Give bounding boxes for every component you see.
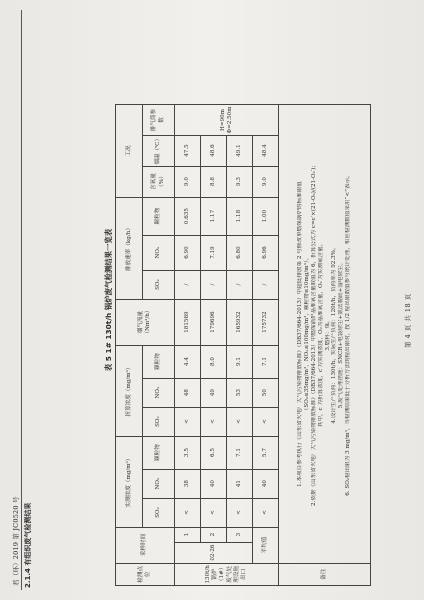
cell-flow: 179696 [201, 299, 227, 345]
header-time: 采样时间 [116, 527, 175, 563]
cell-c-pm: 9.1 [227, 345, 253, 378]
table-caption: 表 5 1# 130t/h 锅炉废气检测结果一览表 [104, 228, 113, 372]
section-title: 2.1.4 有组织废气检测结果 [24, 502, 32, 588]
sample-date: 02-26 [175, 542, 253, 563]
cell-temp: 47.5 [175, 135, 201, 166]
point-label: 130t/h锅炉（1#）废气处理设施出口 [175, 563, 279, 585]
header-condition: 工况 [116, 105, 143, 197]
cell-m-nox: 40 [253, 469, 279, 498]
cell-m-pm: 6.5 [201, 436, 227, 469]
cell-c-so2: < [175, 407, 201, 436]
stack-height: H=90m [219, 109, 226, 131]
notes-text [279, 105, 371, 563]
cell-c-nox: 49 [201, 378, 227, 407]
cell-flow: 175732 [253, 299, 279, 345]
table-row [201, 105, 227, 586]
header-m-nox: NOₓ [143, 469, 175, 498]
cell-c-so2: < [253, 407, 279, 436]
note-line: （SO₂≤35mg/m³，NOₓ≤100mg/m³，颗粒物≤10mg/m³）。 [303, 254, 310, 414]
cell-o2: 9.0 [253, 166, 279, 197]
cell-m-nox: 40 [201, 469, 227, 498]
header-param: 排气筒参数 [143, 105, 175, 135]
page-info: 第 4 页 共 18 页 [404, 293, 412, 348]
note-line: 2.依据《山东省火电厂大气污染物排放标准》（DB37/664-2013）中燃煤锅炉基准氧含量取值为 6，折算公式为 c=c′×(21-O₂)/(21-O₂′)； [310, 162, 317, 506]
cell-o2: 9.3 [227, 166, 253, 197]
header-c-so2: SO₂ [143, 407, 175, 436]
cell-e-pm: 0.635 [175, 197, 201, 235]
header-temp: 烟温（℃） [143, 135, 175, 166]
cell-e-so2: / [175, 270, 201, 299]
note-line: 3.燃料：煤。 [324, 317, 331, 351]
header-point: 检测点位 [116, 563, 175, 585]
table-row [175, 105, 201, 586]
cell-o2: 8.8 [201, 166, 227, 197]
cell-e-so2: / [227, 270, 253, 299]
cell-m-so2: < [253, 498, 279, 527]
note-line: 1.本项目参考执行《山东省火电厂大气污染物排放标准》（DB37/664-2013）中超低排放第 2 号修改单燃煤锅炉的标准限值 [296, 181, 303, 487]
header-m-pm: 颗粒物 [143, 436, 175, 469]
note-line: 6. SO₂检出限为 3 mg/m³，当检测结果低于分析方法的检出限时，按 1/2 检出限数值参与统计处理，相应检测数值采用“<”表示。 [345, 172, 352, 496]
cell-m-pm: 7.1 [227, 436, 253, 469]
header-measured: 实测浓度（mg/m³） [116, 436, 143, 527]
cell-temp: 49.1 [227, 135, 253, 166]
cell-e-so2: / [253, 270, 279, 299]
cell-e-pm: 1.00 [253, 197, 279, 235]
cell-flow: 165932 [227, 299, 253, 345]
header-flow: 烟气流量（Nm³/h） [116, 299, 175, 345]
cell-m-pm: 3.5 [175, 436, 201, 469]
report-number: 君（环）2019 第 JC0520 号 [12, 496, 20, 586]
cell-e-nox: 6.96 [253, 235, 279, 270]
cell-e-pm: 1.17 [201, 197, 227, 235]
cell-c-pm: 4.4 [175, 345, 201, 378]
note-line: 4.设计生产负荷：130t/h，实际生产负荷：120t/h，负荷率为 92.3%。 [331, 244, 338, 424]
cell-c-nox: 50 [253, 378, 279, 407]
cell-e-so2: / [201, 270, 227, 299]
cell-m-nox: 38 [175, 469, 201, 498]
cell-m-so2: < [227, 498, 253, 527]
stack-diameter: Φ=2.50m [226, 106, 233, 134]
row-number: 3 [227, 527, 253, 542]
header-c-pm: 颗粒物 [143, 345, 175, 378]
cell-temp: 48.6 [201, 135, 227, 166]
cell-m-nox: 41 [227, 469, 253, 498]
cell-c-pm: 7.1 [253, 345, 279, 378]
note-line: 其中，c 为折算浓度，c′为实测浓度，O₂为基准氧含量，O₂′为实测氧含量。 [317, 240, 324, 428]
cell-e-nox: 7.19 [201, 235, 227, 270]
cell-e-pm: 1.18 [227, 197, 253, 235]
cell-e-nox: 6.90 [175, 235, 201, 270]
note-line: 5.废气处理措施：SNCR+电袋除尘+氨法脱硫+湿电除尘。 [338, 259, 345, 409]
cell-e-nox: 6.80 [227, 235, 253, 270]
cell-m-so2: < [201, 498, 227, 527]
header-rule [21, 10, 22, 590]
header-e-pm: 颗粒物 [143, 197, 175, 235]
header-emission: 排放速率（kg/h） [116, 197, 143, 299]
header-e-nox: NOₓ [143, 235, 175, 270]
cell-o2: 9.0 [175, 166, 201, 197]
table-row [227, 105, 253, 586]
results-table [115, 104, 371, 586]
header-e-so2: SO₂ [143, 270, 175, 299]
average-label: 平均值 [253, 527, 279, 563]
header-o2: 含氧量（%） [143, 166, 175, 197]
header-converted: 折算浓度（mg/m³） [116, 345, 143, 436]
notes-row [279, 105, 371, 586]
table-row-average [253, 105, 279, 586]
header-m-so2: SO₂ [143, 498, 175, 527]
cell-c-nox: 48 [175, 378, 201, 407]
cell-c-so2: < [227, 407, 253, 436]
row-number: 2 [201, 527, 227, 542]
notes-label: 备注 [279, 563, 371, 585]
cell-temp: 48.4 [253, 135, 279, 166]
cell-m-so2: < [175, 498, 201, 527]
cell-c-so2: < [201, 407, 227, 436]
header-c-nox: NOₓ [143, 378, 175, 407]
cell-c-pm: 8.0 [201, 345, 227, 378]
row-number: 1 [175, 527, 201, 542]
cell-m-pm: 5.7 [253, 436, 279, 469]
cell-flow: 181569 [175, 299, 201, 345]
cell-c-nox: 53 [227, 378, 253, 407]
stack-params [175, 105, 279, 135]
